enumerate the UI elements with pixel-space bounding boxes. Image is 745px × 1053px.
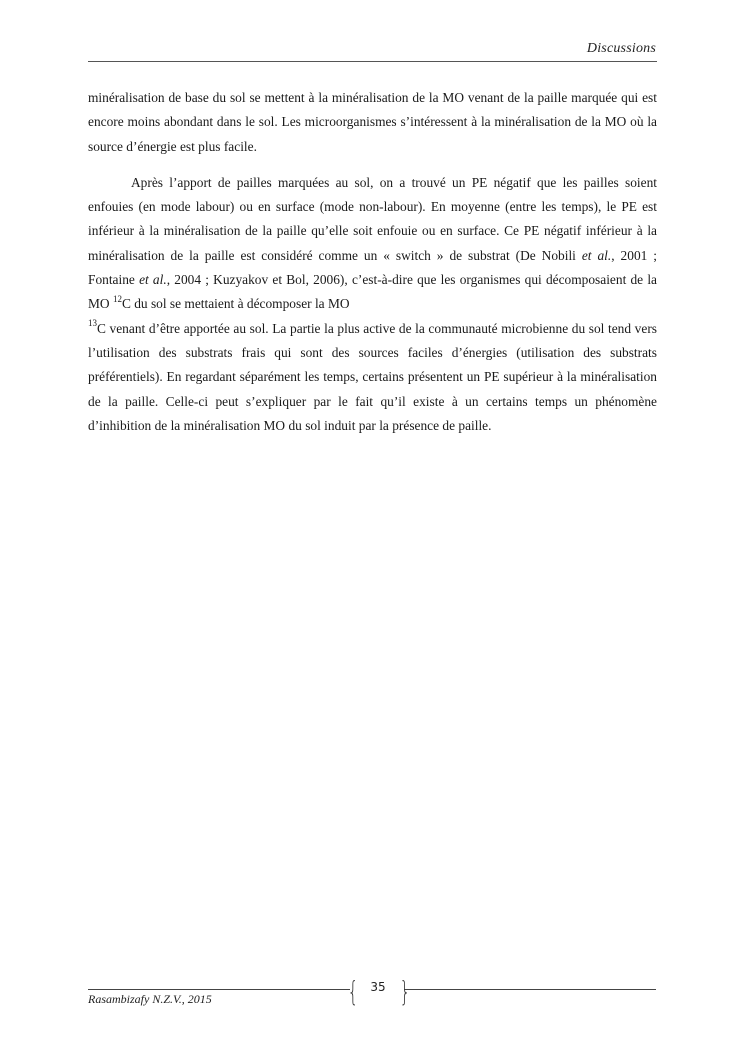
left-brace-icon: { <box>347 975 359 1008</box>
p2-text-1: Après l’apport de pailles marquées au sol, on a trouvé un PE négatif que les pailles soient enfouies (en mode labour) ou en surface (mode non-labour). En moyenne (entre les temps), le PE est inférieur à la minéralisation de la paille qu’elle soit enfouie ou en surface. Ce PE négatif inférieur à la minéralisation de la paille est considéré comme un « switch » de substrat (De Nobili <box>88 174 657 263</box>
right-brace-icon: } <box>399 975 411 1008</box>
p2-text-4: C du sol se mettaient à décomposer la MO <box>121 296 350 312</box>
running-header-title: Discussions <box>586 41 656 56</box>
footer-rule-right <box>404 989 656 990</box>
footer-author: Rasambizafy N.Z.V., 2015 <box>88 992 212 1006</box>
p2-text-2: , 2001 ; Fontaine <box>88 247 658 288</box>
p2-text-3: , 2004 ; Kuzyakov et Bol, 2006), c’est-à-dire que les organismes qui décomposaient de la MO <box>88 272 657 312</box>
p2-text-5: C venant d’être apportée au sol. La partie la plus active de la communauté microbienne du sol tend vers l’utilisation des substrats frais qui sont des sources faciles d’énergies (utilisation des substrats préférentiels). En regardant séparément les temps, certains présentent un PE supérieur à la minéralisation de la paille. Celle-ci peut s’expliquer par le fait qu’il existe à un certains temps un phénomène d’inhibition de la minéralisation MO du sol induit par la présence de paille. <box>88 320 657 433</box>
page-number: 35 <box>370 980 386 994</box>
p2-etal-1: et al. <box>581 247 612 263</box>
superscript-13: 13 <box>88 318 97 329</box>
body-text <box>88 86 657 438</box>
superscript-12: 12 <box>112 293 122 304</box>
footer-rule-left <box>88 989 350 990</box>
p2-etal-2: et al. <box>139 272 167 288</box>
header-rule <box>88 61 657 62</box>
paragraph-1: minéralisation de base du sol se mettent à la minéralisation de la MO venant de la paille marquée qui est encore moins abondant dans le sol. Les microorganismes s’intéressent à la minéralisation de la MO où la source d’énergie est plus facile. <box>88 90 657 154</box>
paragraph-2 <box>88 171 657 438</box>
